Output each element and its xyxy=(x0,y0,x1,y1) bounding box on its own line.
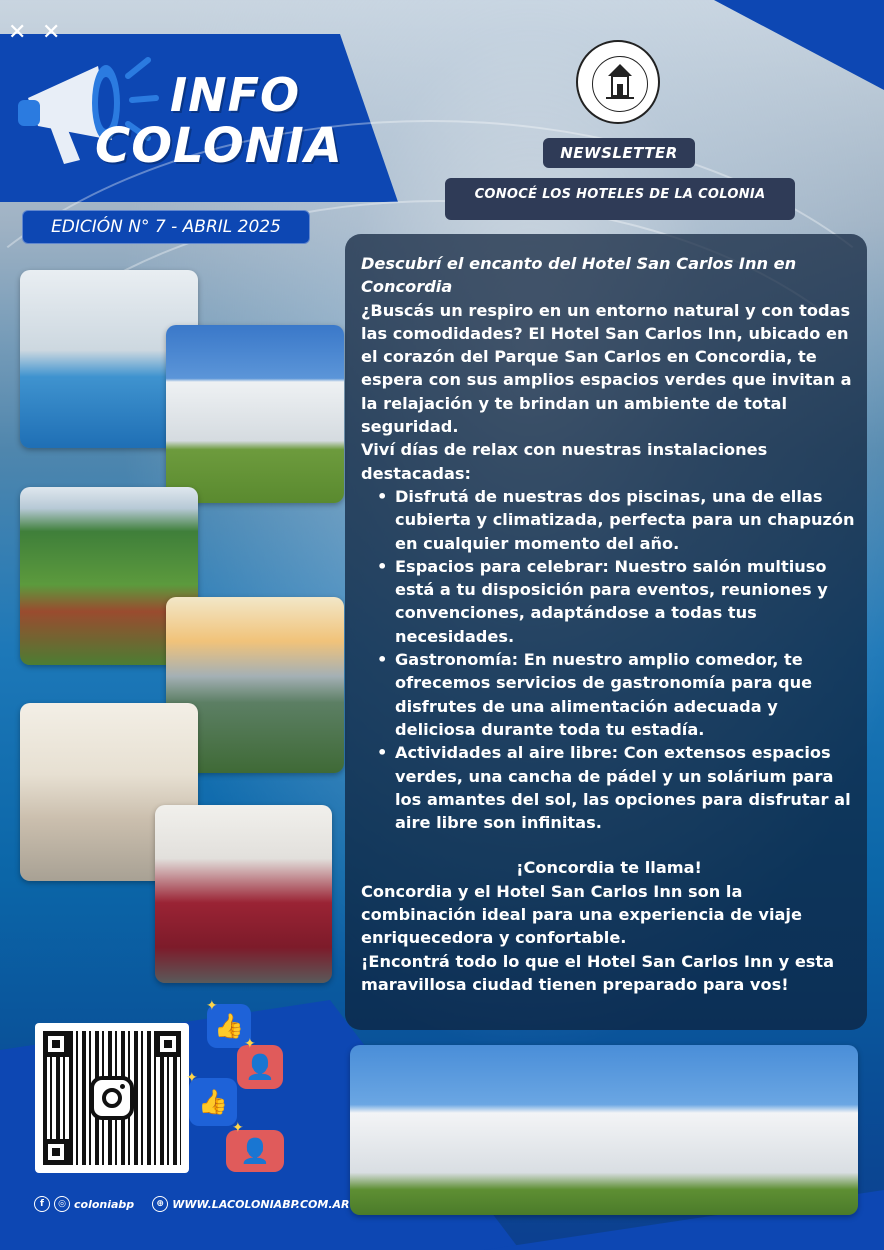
instagram-qr-code[interactable] xyxy=(35,1023,189,1173)
edition-badge: EDICIÓN N° 7 - ABRIL 2025 xyxy=(22,210,310,244)
sparkle-icon: ✦ xyxy=(186,1070,198,1086)
qr-pattern xyxy=(43,1031,181,1165)
title-colonia: COLONIA xyxy=(95,118,343,174)
list-item: • Actividades al aire libre: Con extensos espacios verdes, una cancha de pádel y un solárium para los amantes del sol, las opciones para disfrutar al aire libre son infinitas. xyxy=(377,741,857,834)
sparkle-icon: ✦ xyxy=(244,1036,256,1052)
footer-contact xyxy=(34,1194,350,1214)
article-closing: Concordia y el Hotel San Carlos Inn son la combinación ideal para una experiencia de viaje enriquecedora y confortable. xyxy=(361,881,802,948)
hotel-facade-photo xyxy=(166,325,344,503)
close-icon[interactable]: ✕ xyxy=(42,20,61,45)
title-info: INFO xyxy=(170,68,301,122)
instagram-icon xyxy=(90,1076,134,1120)
list-item: • Gastronomía: En nuestro amplio comedor, te ofrecemos servicios de gastronomía para que disfrutes de una alimentación adecuada y deliciosa durante toda tu estadía. xyxy=(377,648,857,741)
list-item: • Disfrutá de nuestras dos piscinas, una de ellas cubierta y climatizada, perfecta para un chapuzón en cualquier momento del año. xyxy=(377,485,857,555)
thumbs-up-icon: 👍 xyxy=(207,1004,251,1048)
article-title: Descubrí el encanto del Hotel San Carlos Inn en Concordia xyxy=(361,254,797,297)
facebook-icon[interactable]: f xyxy=(34,1196,50,1212)
list-item: • Espacios para celebrar: Nuestro salón multiuso está a tu disposición para eventos, reuniones y convenciones, adaptándose a todas tus necesidades. xyxy=(377,555,857,648)
facilities-list xyxy=(361,485,857,834)
conference-hall-photo xyxy=(155,805,332,983)
qr-finder xyxy=(155,1031,181,1057)
sparkle-icon: ✦ xyxy=(206,998,218,1014)
user-icon: 👤 xyxy=(226,1130,284,1172)
instagram-icon[interactable]: ◎ xyxy=(54,1196,70,1212)
institution-seal xyxy=(576,40,660,124)
social-handle[interactable]: coloniabp xyxy=(74,1197,135,1211)
article-lead: Viví días de relax con nuestras instalaciones destacadas: xyxy=(361,440,768,483)
user-icon: 👤 xyxy=(237,1045,283,1089)
qr-finder xyxy=(43,1139,69,1165)
qr-finder xyxy=(43,1031,69,1057)
newsletter-label: NEWSLETTER xyxy=(543,138,695,168)
corner-blue-panel xyxy=(714,0,884,90)
article-intro: ¿Buscás un respiro en un entorno natural y con todas las comodidades? El Hotel San Carlos Inn, ubicado en el corazón del Parque San Carlos en Concordia, te espera con sus amplios espacios verdes que invitan a la relajación y te brindan un ambiente de total seguridad. xyxy=(361,300,852,437)
sparkle-icon: ✦ xyxy=(232,1120,244,1136)
close-icon[interactable]: ✕ xyxy=(8,20,27,45)
section-subtitle: CONOCÉ LOS HOTELES DE LA COLONIA xyxy=(445,178,795,220)
thumbs-up-icon: 👍 xyxy=(189,1078,237,1126)
article-callout: ¡Concordia te llama! xyxy=(516,858,702,878)
article-closing-cta: ¡Encontrá todo lo que el Hotel San Carlos Inn y esta maravillosa ciudad tienen preparado para vos! xyxy=(361,951,835,994)
hotel-building-photo xyxy=(350,1045,858,1215)
building-icon xyxy=(604,62,636,102)
website-link[interactable]: WWW.LACOLONIABP.COM.AR xyxy=(172,1197,350,1211)
globe-icon: ⊕ xyxy=(152,1196,168,1212)
article-panel xyxy=(345,234,867,1030)
